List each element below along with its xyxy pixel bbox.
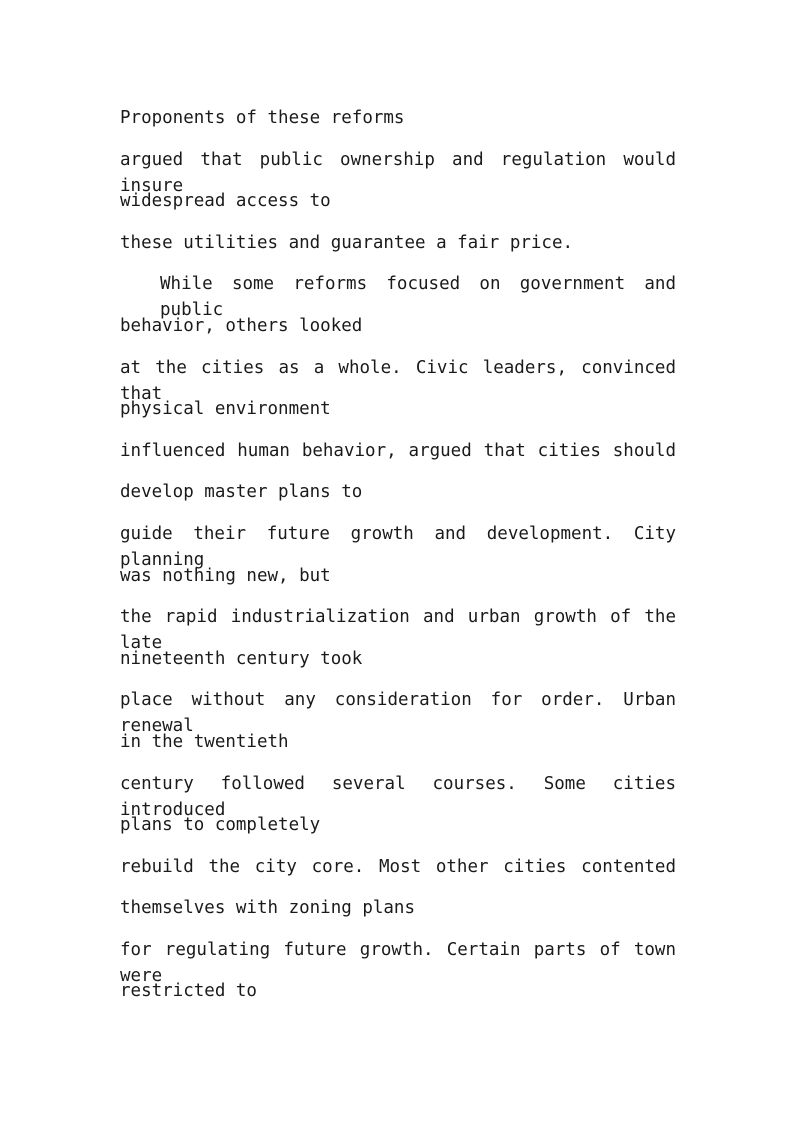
text-line: plans to completely <box>120 815 321 836</box>
text-line: influenced human behavior, argued that cities should <box>120 440 676 461</box>
text-line: behavior, others looked <box>120 315 363 336</box>
text-line: Proponents of these reforms <box>120 108 405 128</box>
text-line: widespread access to <box>120 191 331 212</box>
text-line: develop master plans to <box>120 482 363 503</box>
text-line: argued that public ownership and regulation would insure <box>120 149 676 196</box>
text-line: themselves with zoning plans <box>120 898 416 919</box>
paragraph-start-line: While some reforms focused on government and public <box>160 274 676 321</box>
text-line: guide their future growth and development. City planning <box>120 523 676 570</box>
text-line: restricted to <box>120 981 257 1002</box>
text-line: at the cities as a whole. Civic leaders, convinced that <box>120 357 676 404</box>
text-line: for regulating future growth. Certain parts of town were <box>120 939 676 986</box>
text-line: century followed several courses. Some cities introduced <box>120 773 676 820</box>
text-line: nineteenth century took <box>120 648 363 669</box>
document-body <box>120 105 676 1020</box>
text-line: in the twentieth <box>120 731 289 752</box>
text-line: was nothing new, but <box>120 565 331 586</box>
text-line: these utilities and guarantee a fair price. <box>120 232 574 253</box>
text-line: rebuild the city core. Most other cities contented <box>120 856 676 877</box>
text-line: place without any consideration for order. Urban renewal <box>120 690 676 737</box>
text-line: the rapid industrialization and urban growth of the late <box>120 607 676 654</box>
text-line: physical environment <box>120 399 331 420</box>
